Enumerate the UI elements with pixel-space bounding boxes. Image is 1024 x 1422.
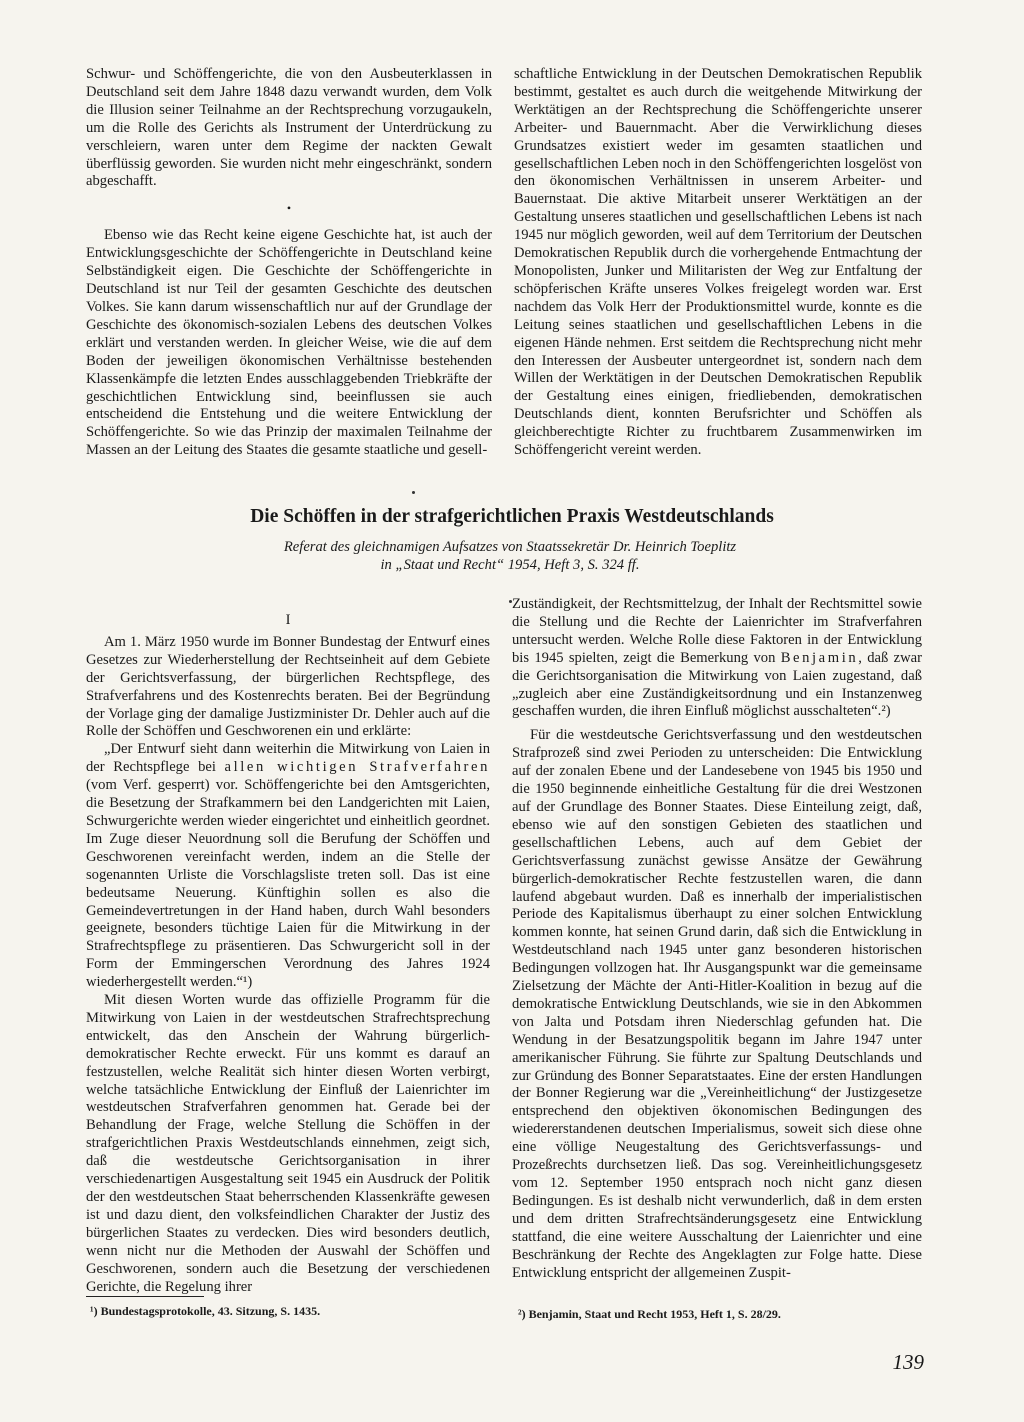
section-numeral: I	[285, 612, 291, 628]
top-right-column	[514, 66, 922, 460]
paragraph: Für die westdeutsche Gerichtsverfassung und den westdeutschen Strafprozeß sind zwei Perioden zu unterscheiden: Die Entwicklung auf der zonalen Ebene und der Landesebene von 1945 bis 1950 und die 1950 beginnende einheitliche Gestaltung für die drei Westzonen auf der Grundlage des Bonner Staates. Diese Einteilung zeigt, daß, ebenso wie auf den sonstigen Gebieten des staatlichen und gesellschaftlichen Lebens, auch auf dem Gebiet der Gerichtsverfassung zunächst gewisse Ansätze der Gewährung bürgerlich-demokratischer Rechte festzustellen waren, die dann laufend abgebaut wurden. Daß es innerhalb der imperialistischen Periode des Kapitalismus überhaupt zu einer solchen Entwicklung kommen konnte, hat seinen Grund darin, daß sich die Entwicklung in Westdeutschland nach 1945 unter ganz besonderen historischen Bedingungen vollzogen hat. Ihr Ausgangspunkt war die gemeinsame Zielsetzung der Mächte der Anti-Hitler-Koalition in bezug auf die demokratische Entwicklung Deutschlands, wie sie in den Abkommen von Jalta und Potsdam ihren Niederschlag gefunden hat. Die Wendung in der Besatzungspolitik begann im Jahre 1947 unter amerikanischer Führung. Sie führte zur Spaltung Deutschlands und zur Gründung des Bonner Separatstaates. Eine der ersten Handlungen der Bonner Regierung war die „Vereinheitlichung“ der Justizgesetze entsprechend den objektiven ökonomischen Bedingungen des wiedererstandenen deutschen Imperialismus, soweit sich diese ohne eine völlige Neugestaltung des Gerichtsverfassungs- und Prozeßrechts durchsetzen ließ. Das sog. Vereinheitlichungsgesetz vom 12. September 1950 entsprach noch nicht ganz diesen Bedingungen. Es ist deshalb nicht verwunderlich, daß in dem ersten und dem dritten Strafrechtsänderungsgesetz eine Entwicklung stattfand, die eine weitere Ausschaltung der Laienrichter und eine Beschränkung der Rechte des Angeklagten zur Folge hatte. Diese Entwicklung entspricht der allgemeinen Zuspit-	[512, 727, 922, 1281]
article-subtitle: Referat des gleichnamigen Aufsatzes von Staatssekretär Dr. Heinrich Toeplitz	[283, 539, 737, 555]
page-number: 139	[892, 1350, 924, 1374]
paragraph: schaftliche Entwicklung in der Deutschen Demokratischen Republik bestimmt, gestaltet es auch durch die weitgehende Mitwirkung der Werktätigen an der Rechtsprechung die Schöffengerichte unserer Arbeiter- und Bauernmacht. Aber die Verwirklichung dieses Grundsatzes existiert weder im gesamten staatlichen und gesellschaftlichen Leben noch in den Schöffengerichten losgelöst von den ökonomischen Verhältnissen in unserem Arbeiter- und Bauernstaat. Die aktive Mitarbeit unserer Werktätigen an der Gestaltung unseres staatlichen und gesellschaftlichen Lebens ist nach 1945 nur möglich geworden, weil auf dem Territorium der Deutschen Demokratischen Republik durch die vorhergehende Entmachtung der Monopolisten, Junker und Militaristen der Weg zur Entfaltung der schöpferischen Kräfte unseres Volkes freigelegt worden war. Erst nachdem das Volk Herr der Produktionsmittel wurde, konnte es die Leitung seines staatlichen und gesellschaftlichen Lebens in die eigenen Hände nehmen. Erst seitdem die Rechtsprechung nicht mehr den Interessen der Ausbeuter untergeordnet ist, sondern nach dem Willen der Werktätigen in der Deutschen Demokratischen Republik der Gestaltung eines einigen, friedliebenden, demokratischen Deutschlands dient, konnten Berufsrichter und Schöffen als gleichberechtigte Richter zu fruchtbarem Zusammenwirken im Schöffengericht vereint werden.	[514, 66, 922, 459]
top-left-column	[86, 66, 492, 460]
paragraph: Mit diesen Worten wurde das offizielle Programm für die Mitwirkung von Laien in der westdeutschen Strafrechtsprechung entwickelt, das den Anschein der Wahrung bürgerlich-demokratischer Rechte erweckt. Für uns kommt es darauf an festzustellen, welche Realität sich hinter diesen Worten verbirgt, welche tatsächliche Entwicklung der Einfluß der Laienrichter im westdeutschen Strafverfahren genommen hat. Gerade bei der Behandlung der Frage, welche Stellung die Schöffen in der strafgerichtlichen Praxis Westdeutschlands einnehmen, zeigt sich, daß die westdeutsche Gerichtsorganisation in ihrer verschiedenartigen Ausgestaltung seit 1945 ein Ausdruck der Politik der den westdeutschen Staat beherrschenden Klassenkräfte gewesen ist und dazu dient, den volksfeindlichen Charakter der Justiz des bürgerlichen Staates zu verdecken. Dies wird besonders deutlich, wenn nicht nur die Methoden der Auswahl der Schöffen und Geschworenen, sondern auch die Besetzung der verschiedenen Gerichte, die Regelung ihrer	[86, 992, 490, 1295]
spaced-emphasis: allen wichtigen Strafverfahren	[224, 759, 490, 776]
bottom-right-column	[512, 596, 922, 1282]
paragraph: Am 1. März 1950 wurde im Bonner Bundestag der Entwurf eines Gesetzes zur Wiederherstellung der Rechtseinheit auf dem Gebiete der Gerichtsverfassung, der bürgerlichen Rechtspflege, des Strafverfahrens und des Kostenrechts beraten. Bei der Begründung der Vorlage ging der damalige Justizminister Dr. Dehler auch auf die Rolle der Schöffen und Geschworenen ein und erklärte:	[86, 633, 490, 740]
spaced-emphasis: Benjamin	[780, 649, 859, 666]
footnote-1: ¹) Bundestagsprotokolle, 43. Sitzung, S. 1435.	[90, 1304, 321, 1318]
paragraph: Schwur- und Schöffengerichte, die von den Ausbeuterklassen in Deutschland seit dem Jahre 1848 dazu verwandt wurden, dem Volk die Illusion seiner Teilnahme an der Rechtsprechung vorzugaukeln, um die Rolle des Gerichts als Instrument der Unterdrückung zu verschleiern, waren unter dem Regime der nackten Gewalt überflüssig geworden. Sie wurden nicht mehr eingeschränkt, sondern abgeschafft.	[86, 66, 492, 190]
divider-dot	[412, 491, 415, 494]
paragraph: Ebenso wie das Recht keine eigene Geschichte hat, ist auch der Entwicklungsgeschichte der Schöffengerichte in Deutschland keine Selbständigkeit eigen. Die Geschichte der Schöffengerichte in Deutschland ist nur Teil der gesamten Geschichte des deutschen Volkes. Sie kann darum wissenschaftlich nur auf der Grundlage der Geschichte des ökonomisch-sozialen Lebens des deutschen Volkes erklärt und verstanden werden. In gleicher Weise, wie die auf dem Boden der jeweiligen ökonomischen Verhältnisse bestehenden Klassenkämpfe die letzten Endes ausschlaggebenden Triebkräfte der geschichtlichen Entwicklung sind, beeinflussen sie auch entscheidend die Entstehung und die weitere Entwicklung der Schöffengerichte. So wie das Prinzip der maximalen Teilnahme der Massen an der Leitung des Staates die gesamte staatliche und gesell-	[86, 227, 492, 459]
paragraph-text: Zuständigkeit, der Rechtsmittelzug, der Inhalt der Rechtsmittel sowie die Stellung und die Rechte der Laienrichter im Strafverfahren untersucht werden. Welche Rolle diese Faktoren in der Entwicklung bis 1945 spielten, zeigt die Bemerkung von	[512, 596, 922, 666]
footnote-2: ²) Benjamin, Staat und Recht 1953, Heft 1, S. 28/29.	[518, 1307, 781, 1321]
paragraph-text: , daß zwar die Gerichtsorganisation die Mitwirkung von Laien zugestand, daß „zugleich aber eine Zuständigkeitsordnung und ein Instanzenweg geschaffen wurden, die ihren Einfluß möglichst ausschalteten“.²)	[512, 649, 922, 720]
bottom-left-column	[86, 612, 490, 1296]
quote-text: (vom Verf. gesperrt) vor. Schöffengerichte bei den Amtsgerichten, die Besetzung der Strafkammern bei den Landgerichten mit Laien, Schwurgerichte werden wieder eingerichtet und einheitlich geordnet. Im Zuge dieser Neuordnung soll die Berufung der Schöffen und Geschworenen vereinfacht werden, indem an die Stelle der sogenannten Urliste die Vorschlagsliste treten soll. Das ist eine bedeutsame Neuerung. Künftighin sollen es also die Gemeindevertretungen in der Hand haben, durch Wahl besonders geeignete, besonders tüchtige Laien für die Mitwirkung in der Strafrechtspflege zu präsentieren. Das Schwurgericht soll in der Form der Emmingerschen Verordnung des Jahres 1924 wiederhergestellt werden.“¹)	[86, 777, 490, 991]
paragraph	[512, 596, 922, 721]
article-title: Die Schöffen in der strafgerichtlichen Praxis Westdeutschlands	[250, 506, 774, 527]
article-source: in „Staat und Recht“ 1954, Heft 3, S. 324 ff.	[380, 557, 640, 573]
footnote-rule	[86, 1296, 204, 1297]
section-separator: •	[286, 201, 292, 216]
quotation	[86, 741, 490, 992]
quote-text: „Der Entwurf sieht dann weiterhin die Mitwirkung von Laien in der Rechtspflege bei	[86, 741, 490, 776]
